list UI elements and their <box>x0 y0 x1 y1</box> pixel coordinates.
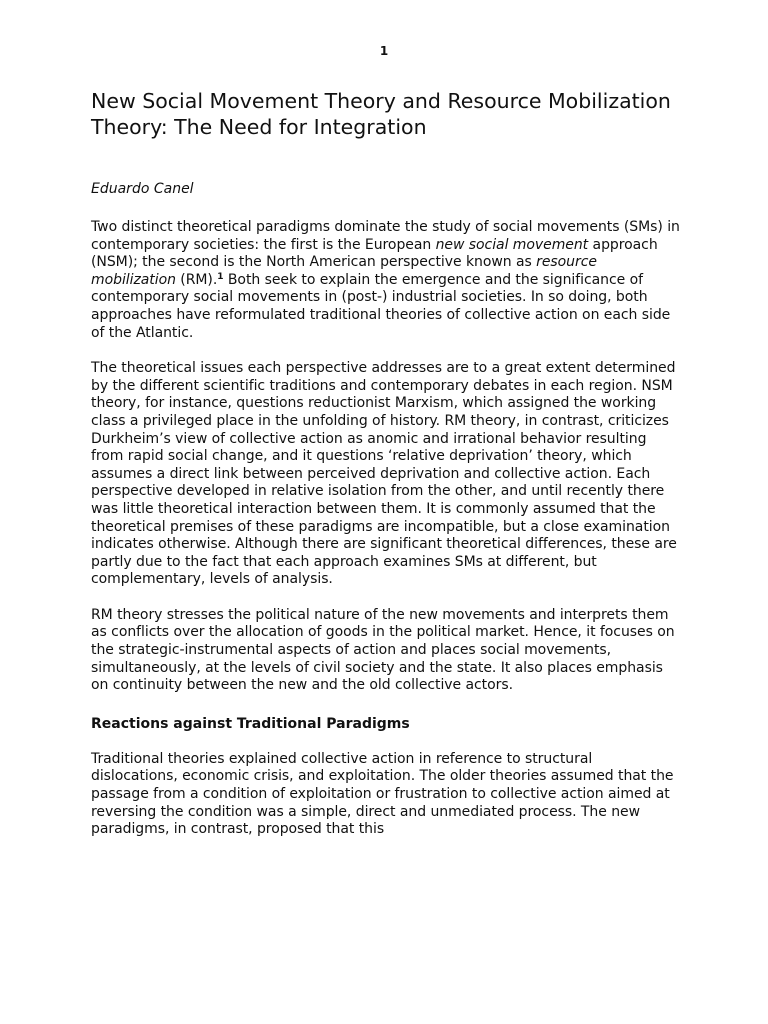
section-heading: Reactions against Traditional Paradigms <box>91 715 410 732</box>
page-number: 1 <box>379 44 389 58</box>
paragraph-1-italic-nsm: new social movement <box>435 236 589 253</box>
paragraph-1 <box>91 219 681 342</box>
paragraph-1-italic-rm: resource mobilization <box>91 254 597 288</box>
paragraph-2: The theoretical issues each perspective addresses are to a great extent determined by the different scientific traditions and contemporary debates in each region. NSM theory, for instance, questions reductionist Marxism, which assigned the working class a privileged place in the unfolding of history. RM theory, in contrast, criticizes Durkheim’s view of collective action as anomic and irrational behavior resulting from rapid social change, and it questions ‘relative deprivation’ theory, which assumes a direct link between perceived deprivation and collective action. Each perspective developed in relative isolation from the other, and until recently there was little theoretical interaction between them. It is commonly assumed that the theoretical premises of these paradigms are incompatible, but a close examination indicates otherwise. Although there are significant theoretical differences, these are partly due to the fact that each approach examines SMs at different, but complementary, levels of analysis. <box>91 360 677 588</box>
paragraph-1-text-c: approach (NSM); the second is the North American perspective known as <box>91 236 658 271</box>
document-title: New Social Movement Theory and Resource Mobilization Theory: The Need for Integration <box>91 89 671 139</box>
paragraph-1-text-f: Both seek to explain the emergence and the significance of contemporary social movements in (post-) industrial societies. In so doing, both approaches have reformulated traditional theories of collective action on each side of the Atlantic. <box>91 271 671 341</box>
paragraph-3: RM theory stresses the political nature of the new movements and interprets them as conflicts over the allocation of goods in the political market. Hence, it focuses on the strategic-instrumental aspects of action and places social movements, simultaneously, at the levels of civil society and the state. It also places emphasis on continuity between the new and the old collective actors. <box>91 606 675 694</box>
footnote-marker[interactable]: 1 <box>217 271 224 282</box>
author-name: Eduardo Canel <box>91 181 194 197</box>
paragraph-1-text-a: Two distinct theoretical paradigms dominate the study of social movements (SMs) in contemporary societies: the first is the European <box>91 219 680 253</box>
paragraph-1-text-e: (RM). <box>175 271 218 288</box>
paragraph-4: Traditional theories explained collective action in reference to structural dislocations, economic crisis, and exploitation. The older theories assumed that the passage from a condition of exploitation or frustration to collective action aimed at reversing the condition was a simple, direct and unmediated process. The new paradigms, in contrast, proposed that this <box>91 750 674 838</box>
document-body <box>91 88 681 839</box>
